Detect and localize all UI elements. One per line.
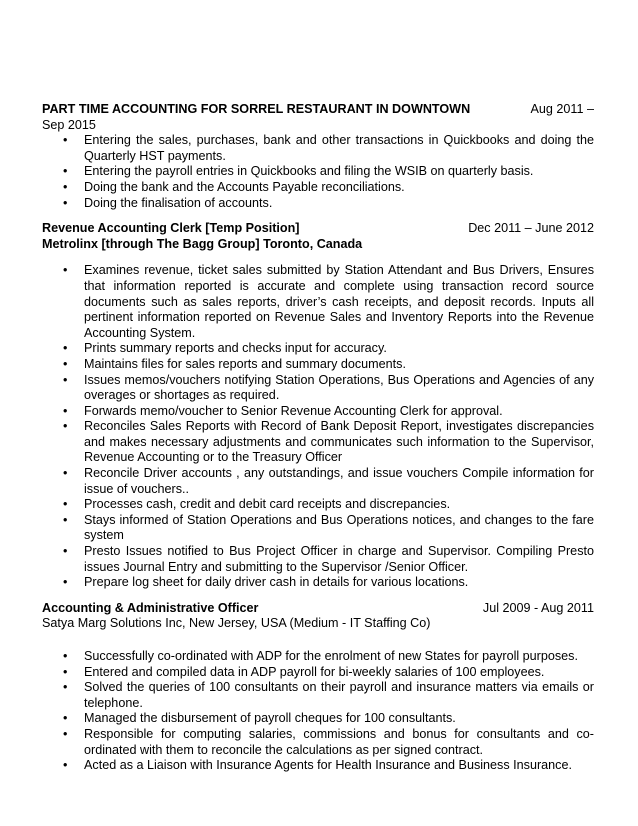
bullet-icon: • [63, 419, 68, 434]
job-date: Jul 2009 - Aug 2011 [482, 600, 594, 615]
list-item: • Managed the disbursement of payroll cheques for 100 consultants. [63, 711, 456, 726]
list-item: • Reconcile Driver accounts , any outstandings, and issue vouchers Compile information for issue of vouchers.. [63, 466, 594, 496]
job-section-satya-marg [42, 601, 594, 774]
job-header [42, 102, 594, 118]
list-item: • Prints summary reports and checks input for accuracy. [63, 341, 387, 356]
job-title: Accounting & Administrative Officer [42, 600, 259, 615]
job-section-sorrel [42, 102, 594, 211]
bullet-icon: • [63, 164, 68, 179]
bullet-icon: • [63, 512, 68, 527]
bullet-icon: • [63, 466, 68, 481]
job-company: Satya Marg Solutions Inc, New Jersey, USA (Medium - IT Staffing Co) [42, 616, 431, 631]
bullet-icon: • [63, 341, 68, 356]
job-bullets [42, 649, 594, 774]
bullet-icon: • [63, 680, 68, 695]
list-item: • Solved the queries of 100 consultants on their payroll and insurance matters via emails or telephone. [63, 680, 594, 710]
list-item: • Responsible for computing salaries, commissions and bonus for consultants and co-ordinated with them to reconcile the calculations as per signed contract. [63, 726, 594, 757]
bullet-icon: • [63, 133, 68, 148]
bullet-icon: • [63, 758, 68, 773]
list-item: • Issues memos/vouchers notifying Station Operations, Bus Operations and Agencies of any overages or shortages as required. [63, 372, 594, 403]
list-item: • Maintains files for sales reports and summary documents. [63, 356, 406, 371]
bullet-icon: • [63, 649, 68, 663]
list-item: • Entered and compiled data in ADP payroll for bi-weekly salaries of 100 employees. [63, 664, 545, 679]
job-header [42, 221, 594, 237]
list-item: • Forwards memo/voucher to Senior Revenue Accounting Clerk for approval. [63, 403, 503, 418]
resume-page [42, 102, 594, 774]
bullet-icon: • [63, 403, 68, 418]
list-item: • Entering the sales, purchases, bank and other transactions in Quickbooks and doing the Quarterly HST payments. [63, 133, 594, 163]
job-title: Revenue Accounting Clerk [Temp Position] [42, 221, 300, 236]
bullet-icon: • [63, 726, 68, 741]
list-item: • Successfully co-ordinated with ADP for the enrolment of new States for payroll purposes. [63, 649, 578, 663]
job-title: PART TIME ACCOUNTING FOR SORREL RESTAURANT IN DOWNTOWN [42, 102, 471, 116]
list-item: • Acted as a Liaison with Insurance Agents for Health Insurance and Business Insurance. [63, 758, 572, 773]
bullet-icon: • [63, 372, 68, 387]
bullet-icon: • [63, 179, 68, 194]
job-section-metrolinx [42, 221, 594, 591]
list-item: • Presto Issues notified to Bus Project Officer in charge and Supervisor. Compiling Presto issues Journal Entry and submitting to the Supervisor /Senior Officer. [63, 544, 594, 574]
list-item: • Processes cash, credit and debit card receipts and discrepancies. [63, 497, 451, 512]
list-item: • Doing the finalisation of accounts. [63, 195, 273, 210]
job-bullets [42, 133, 594, 211]
bullet-icon: • [63, 356, 68, 371]
bullet-icon: • [63, 195, 68, 210]
list-item: • Doing the bank and the Accounts Payable reconciliations. [63, 179, 405, 194]
bullet-icon: • [63, 575, 68, 590]
bullet-icon: • [63, 497, 68, 512]
bullet-icon: • [63, 544, 68, 559]
list-item: • Reconciles Sales Reports with Record of Bank Deposit Report, investigates discrepancies and makes necessary adjustments and communicates such information to the Supervisor, Revenue Accounting or to the Treasury Officer [63, 419, 594, 465]
list-item: • Prepare log sheet for daily driver cash in details for various locations. [63, 575, 469, 590]
bullet-icon: • [63, 711, 68, 726]
job-company: Metrolinx [through The Bagg Group] Toronto, Canada [42, 236, 363, 251]
job-date: Dec 2011 – June 2012 [468, 221, 594, 236]
bullet-icon: • [63, 263, 68, 278]
list-item: • Examines revenue, ticket sales submitted by Station Attendant and Bus Drivers, Ensures that information reported is accurate and complete using transaction record source documents such as sales reports, driver’s cash receipts, and deposit records. Inputs all pertinent information reported on Revenue Sales and Inventory Reports into the Revenue Accounting System. [63, 263, 594, 340]
bullet-icon: • [63, 664, 68, 679]
list-item: • Entering the payroll entries in Quickbooks and filing the WSIB on quarterly basis. [63, 164, 534, 179]
list-item: • Stays informed of Station Operations and Bus Operations notices, and changes to the fare system [63, 512, 594, 543]
job-bullets [42, 263, 594, 590]
job-date-continued: Sep 2015 [42, 117, 96, 132]
job-header [42, 601, 594, 617]
job-date: Aug 2011 – [530, 102, 594, 116]
